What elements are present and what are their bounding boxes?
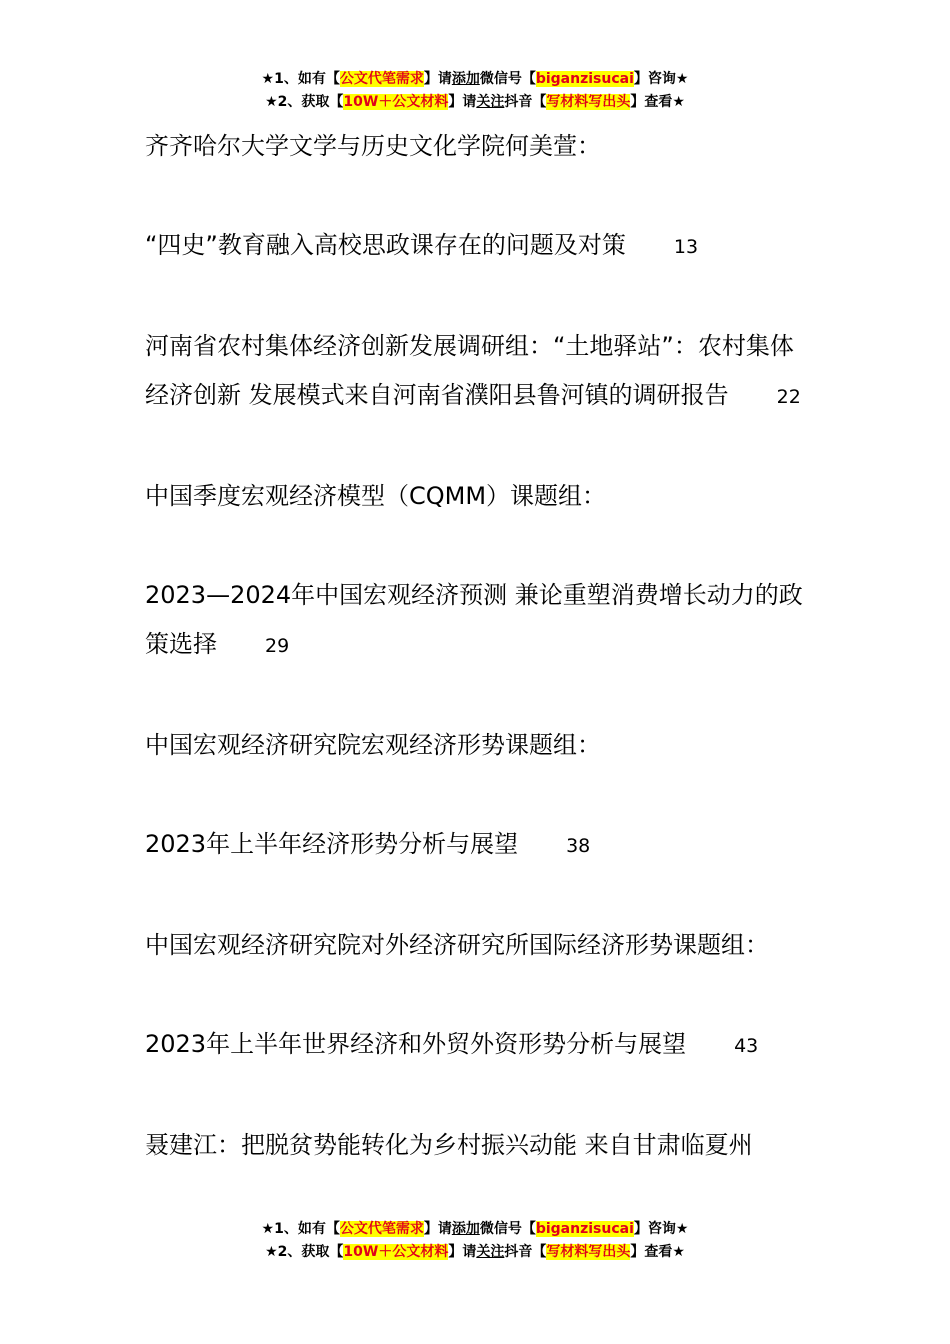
banner-text: ★2、获取【: [265, 94, 344, 110]
toc-entry-text: 聂建江：把脱贫势能转化为乡村振兴动能 来自甘肃临夏州: [145, 1131, 753, 1159]
banner-highlight: biganzisucai: [535, 71, 634, 87]
banner-text: 抖音【: [504, 1244, 547, 1260]
banner-text: 】请: [448, 1244, 477, 1260]
banner-underline: 添加: [451, 1221, 480, 1237]
banner-text: 微信号【: [479, 71, 536, 87]
toc-entry-text: 河南省农村集体经济创新发展调研组：“土地驿站”：农村集体经济创新 发展模式来自河南省濮阳县鲁河镇的调研报告: [145, 332, 794, 409]
toc-page-number: 29: [265, 635, 290, 657]
toc-entry: [145, 221, 815, 272]
banner-text: ★1、如有【: [261, 1221, 340, 1237]
toc-entry: [145, 1121, 815, 1170]
footer-banner: [0, 1218, 950, 1264]
toc-entry: [145, 322, 815, 422]
toc-entry-text: 齐齐哈尔大学文学与历史文化学院何美萱：: [145, 132, 601, 160]
banner-line-1: [0, 1218, 950, 1241]
banner-highlight: 公文代笔需求: [339, 1221, 424, 1237]
banner-line-2: [0, 91, 950, 114]
toc-entry: [145, 721, 815, 770]
banner-underline: 关注: [476, 94, 505, 110]
banner-text: 微信号【: [479, 1221, 536, 1237]
toc-entry-text: 2023年上半年经济形势分析与展望: [145, 830, 519, 858]
toc-entry: [145, 921, 815, 970]
toc-entry: [145, 1020, 815, 1071]
banner-text: 抖音【: [504, 94, 547, 110]
banner-text: 】咨询★: [633, 71, 689, 87]
banner-text: ★2、获取【: [265, 1244, 344, 1260]
toc-page-number: 38: [566, 835, 591, 857]
banner-highlight: 公文代笔需求: [339, 71, 424, 87]
toc-entry-text: 中国季度宏观经济模型（CQMM）课题组：: [145, 482, 607, 510]
banner-text: 】请: [423, 1221, 452, 1237]
toc-entry: [145, 122, 815, 171]
toc-entry-text: 中国宏观经济研究院对外经济研究所国际经济形势课题组：: [145, 931, 769, 959]
header-banner: [0, 68, 950, 114]
banner-underline: 添加: [451, 71, 480, 87]
banner-highlight: 写材料写出头: [546, 1244, 631, 1260]
toc-page-number: 43: [734, 1035, 759, 1057]
toc-entry-text: 2023年上半年世界经济和外贸外资形势分析与展望: [145, 1030, 687, 1058]
banner-text: 】请: [448, 94, 477, 110]
banner-line-2: [0, 1241, 950, 1264]
toc-entry-text: 中国宏观经济研究院宏观经济形势课题组：: [145, 731, 601, 759]
banner-line-1: [0, 68, 950, 91]
toc-entry: [145, 820, 815, 871]
banner-text: ★1、如有【: [261, 71, 340, 87]
toc-entry-text: 2023—2024年中国宏观经济预测 兼论重塑消费增长动力的政策选择: [145, 581, 803, 658]
banner-highlight: biganzisucai: [535, 1221, 634, 1237]
toc-page-number: 13: [673, 236, 699, 258]
banner-text: 】咨询★: [633, 1221, 689, 1237]
banner-text: 】查看★: [630, 94, 685, 110]
banner-highlight: 10W＋公文材料: [343, 1244, 449, 1260]
banner-highlight: 10W＋公文材料: [343, 94, 449, 110]
banner-text: 】请: [423, 71, 452, 87]
toc-content: [145, 122, 815, 1220]
banner-highlight: 写材料写出头: [546, 94, 631, 110]
toc-page-number: 22: [776, 386, 801, 408]
toc-entry-text: “四史”教育融入高校思政课存在的问题及对策: [145, 231, 626, 259]
banner-text: 】查看★: [630, 1244, 685, 1260]
toc-entry: [145, 472, 815, 521]
banner-underline: 关注: [476, 1244, 505, 1260]
toc-entry: [145, 571, 815, 671]
